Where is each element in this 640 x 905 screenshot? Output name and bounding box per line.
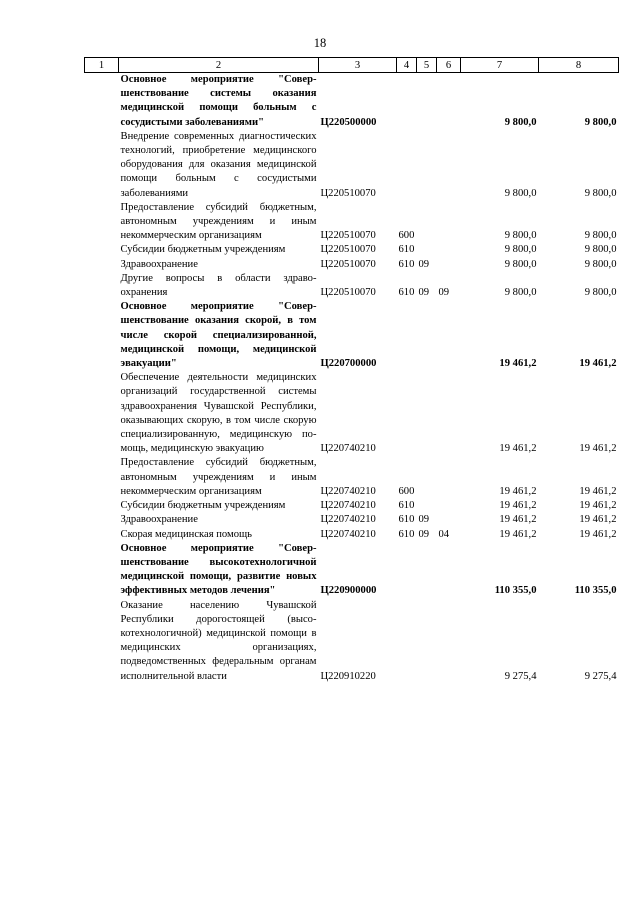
cell-pr bbox=[437, 300, 461, 371]
table-row bbox=[85, 542, 619, 599]
cell-vr: 600 bbox=[398, 485, 415, 497]
cell-pr bbox=[437, 456, 461, 499]
cell-sum7: 19 461,2 bbox=[499, 443, 537, 455]
header-cell-2: 2 bbox=[119, 58, 319, 73]
cell-rz bbox=[417, 130, 437, 201]
cell-rz bbox=[417, 456, 437, 499]
cell-pr: 04 bbox=[438, 528, 450, 540]
header-cell-8: 8 bbox=[539, 58, 619, 73]
cell-empty bbox=[85, 499, 119, 513]
cell-name: Обеспечение деятельности медицинских организаций государственной системы здравоохранения Чувашской Республики, оказывающих скорую, в том числе скорую специализированную, медицинскую помощь, медицинскую эвакуацию bbox=[120, 372, 317, 455]
cell-pr bbox=[437, 371, 461, 456]
cell-pr bbox=[437, 243, 461, 257]
cell-sum8: 19 461,2 bbox=[579, 358, 617, 370]
cell-sum8: 19 461,2 bbox=[579, 485, 617, 497]
cell-vr: 610 bbox=[398, 514, 415, 526]
cell-vr: 610 bbox=[398, 500, 415, 512]
cell-vr bbox=[397, 599, 417, 684]
cell-rz bbox=[417, 73, 437, 130]
header-cell-5: 5 bbox=[417, 58, 437, 73]
cell-name: Предоставление субсидий бюджетным, автономным учреждениям и иным некоммерческим организациям bbox=[120, 457, 317, 497]
budget-table bbox=[84, 57, 619, 684]
cell-sum7: 9 275,4 bbox=[504, 670, 537, 682]
cell-code: Ц220740210 bbox=[320, 528, 376, 540]
cell-vr: 600 bbox=[398, 230, 415, 242]
cell-empty bbox=[85, 542, 119, 599]
cell-sum7: 19 461,2 bbox=[499, 500, 537, 512]
cell-empty bbox=[85, 73, 119, 130]
cell-sum7: 9 800,0 bbox=[504, 258, 537, 270]
page-number: 18 bbox=[313, 36, 327, 50]
table-row bbox=[85, 258, 619, 272]
cell-vr: 610 bbox=[398, 244, 415, 256]
cell-name: Основное мероприятие "Совершенствование высокотехнологичной медицинской помощи, развитие новых эффективных методов лечения" bbox=[120, 542, 317, 597]
cell-pr bbox=[437, 599, 461, 684]
cell-pr bbox=[437, 542, 461, 599]
cell-rz bbox=[417, 371, 437, 456]
cell-empty bbox=[85, 272, 119, 300]
cell-empty bbox=[85, 300, 119, 371]
cell-pr bbox=[437, 130, 461, 201]
cell-rz bbox=[417, 300, 437, 371]
cell-code: Ц220740210 bbox=[320, 443, 376, 455]
header-cell-6: 6 bbox=[437, 58, 461, 73]
table-row bbox=[85, 243, 619, 257]
cell-name: Основное мероприятие "Совершенствование оказания скорой, в том числе скорой специализированной, медицинской помощи, медицинской эвакуации" bbox=[120, 301, 317, 370]
cell-sum8: 19 461,2 bbox=[579, 443, 617, 455]
cell-rz: 09 bbox=[418, 258, 430, 270]
table-row bbox=[85, 272, 619, 300]
cell-pr bbox=[437, 513, 461, 527]
cell-vr: 610 bbox=[398, 258, 415, 270]
header-cell-1: 1 bbox=[85, 58, 119, 73]
cell-sum7: 9 800,0 bbox=[504, 187, 537, 199]
cell-rz: 09 bbox=[418, 514, 430, 526]
cell-rz bbox=[417, 201, 437, 244]
table-row bbox=[85, 371, 619, 456]
cell-empty bbox=[85, 513, 119, 527]
cell-sum7: 9 800,0 bbox=[504, 244, 537, 256]
cell-sum7: 19 461,2 bbox=[499, 528, 537, 540]
cell-name: Скорая медицинская помощь bbox=[120, 528, 252, 540]
header-cell-4: 4 bbox=[397, 58, 417, 73]
header-row bbox=[85, 58, 619, 73]
cell-sum8: 9 800,0 bbox=[584, 258, 617, 270]
cell-empty bbox=[85, 456, 119, 499]
cell-rz: 09 bbox=[418, 528, 430, 540]
cell-empty bbox=[85, 258, 119, 272]
cell-code: Ц220510070 bbox=[320, 187, 376, 199]
cell-sum7: 9 800,0 bbox=[504, 116, 537, 128]
cell-name: Субсидии бюджетным учреждениям bbox=[120, 244, 286, 256]
cell-empty bbox=[85, 201, 119, 244]
cell-sum8: 9 800,0 bbox=[584, 230, 617, 242]
cell-rz bbox=[417, 542, 437, 599]
cell-vr bbox=[397, 73, 417, 130]
cell-vr bbox=[397, 371, 417, 456]
table-row bbox=[85, 599, 619, 684]
table-row bbox=[85, 73, 619, 130]
cell-sum8: 19 461,2 bbox=[579, 514, 617, 526]
cell-code: Ц220740210 bbox=[320, 500, 376, 512]
header-cell-3: 3 bbox=[319, 58, 397, 73]
cell-vr: 610 bbox=[398, 287, 415, 299]
table-row bbox=[85, 456, 619, 499]
cell-pr: 09 bbox=[438, 287, 450, 299]
table-row bbox=[85, 300, 619, 371]
cell-pr bbox=[437, 258, 461, 272]
cell-name: Здравоохранение bbox=[120, 258, 198, 270]
cell-name: Субсидии бюджетным учреждениям bbox=[120, 500, 286, 512]
cell-name: Оказание населению Чувашской Республики дорогостоящей (высокотехнологичной) медицинской помощи в медицинских организациях, подведомственных федеральным органам исполнительной власти bbox=[120, 599, 317, 682]
cell-sum7: 9 800,0 bbox=[504, 230, 537, 242]
cell-code: Ц220510070 bbox=[320, 287, 376, 299]
cell-rz bbox=[417, 499, 437, 513]
cell-sum8: 9 800,0 bbox=[584, 244, 617, 256]
cell-sum8: 9 800,0 bbox=[584, 287, 617, 299]
cell-rz bbox=[417, 599, 437, 684]
cell-name: Другие вопросы в области здравоохранения bbox=[120, 272, 317, 299]
cell-sum7: 19 461,2 bbox=[499, 514, 537, 526]
cell-code: Ц220900000 bbox=[320, 585, 377, 597]
cell-name: Внедрение современных диагностических технологий, приобретение медицинского оборудования для оказания медицинской помощи больным с сосудистыми заболеваниями bbox=[120, 130, 317, 199]
table-body bbox=[85, 58, 619, 684]
cell-sum7: 110 355,0 bbox=[494, 585, 537, 597]
cell-code: Ц220510070 bbox=[320, 230, 376, 242]
cell-code: Ц220700000 bbox=[320, 358, 377, 370]
table-row bbox=[85, 201, 619, 244]
cell-sum8: 110 355,0 bbox=[574, 585, 617, 597]
cell-sum8: 9 275,4 bbox=[584, 670, 617, 682]
cell-empty bbox=[85, 243, 119, 257]
cell-sum7: 9 800,0 bbox=[504, 287, 537, 299]
table-row bbox=[85, 528, 619, 542]
cell-code: Ц220510070 bbox=[320, 244, 376, 256]
cell-name: Основное мероприятие "Совершенствование системы оказания медицинской помощи больным с сосудистыми заболеваниями" bbox=[120, 74, 317, 128]
cell-pr bbox=[437, 73, 461, 130]
cell-pr bbox=[437, 201, 461, 244]
cell-vr bbox=[397, 300, 417, 371]
cell-code: Ц220510070 bbox=[320, 258, 376, 270]
cell-sum8: 9 800,0 bbox=[584, 116, 617, 128]
cell-vr bbox=[397, 130, 417, 201]
cell-sum7: 19 461,2 bbox=[499, 485, 537, 497]
header-cell-7: 7 bbox=[461, 58, 539, 73]
cell-empty bbox=[85, 528, 119, 542]
table-row bbox=[85, 513, 619, 527]
cell-rz: 09 bbox=[418, 287, 430, 299]
cell-pr bbox=[437, 499, 461, 513]
cell-code: Ц220500000 bbox=[320, 116, 377, 128]
cell-code: Ц220910220 bbox=[320, 670, 376, 682]
cell-sum8: 9 800,0 bbox=[584, 187, 617, 199]
cell-empty bbox=[85, 371, 119, 456]
cell-sum8: 19 461,2 bbox=[579, 528, 617, 540]
table-row bbox=[85, 499, 619, 513]
cell-vr: 610 bbox=[398, 528, 415, 540]
cell-rz bbox=[417, 243, 437, 257]
cell-code: Ц220740210 bbox=[320, 485, 376, 497]
cell-name: Предоставление субсидий бюджетным, автономным учреждениям и иным некоммерческим организациям bbox=[120, 201, 317, 242]
cell-sum7: 19 461,2 bbox=[499, 358, 537, 370]
cell-vr bbox=[397, 542, 417, 599]
cell-empty bbox=[85, 130, 119, 201]
cell-sum8: 19 461,2 bbox=[579, 500, 617, 512]
cell-code: Ц220740210 bbox=[320, 514, 376, 526]
cell-empty bbox=[85, 599, 119, 684]
table-row bbox=[85, 130, 619, 201]
cell-name: Здравоохранение bbox=[120, 514, 198, 526]
